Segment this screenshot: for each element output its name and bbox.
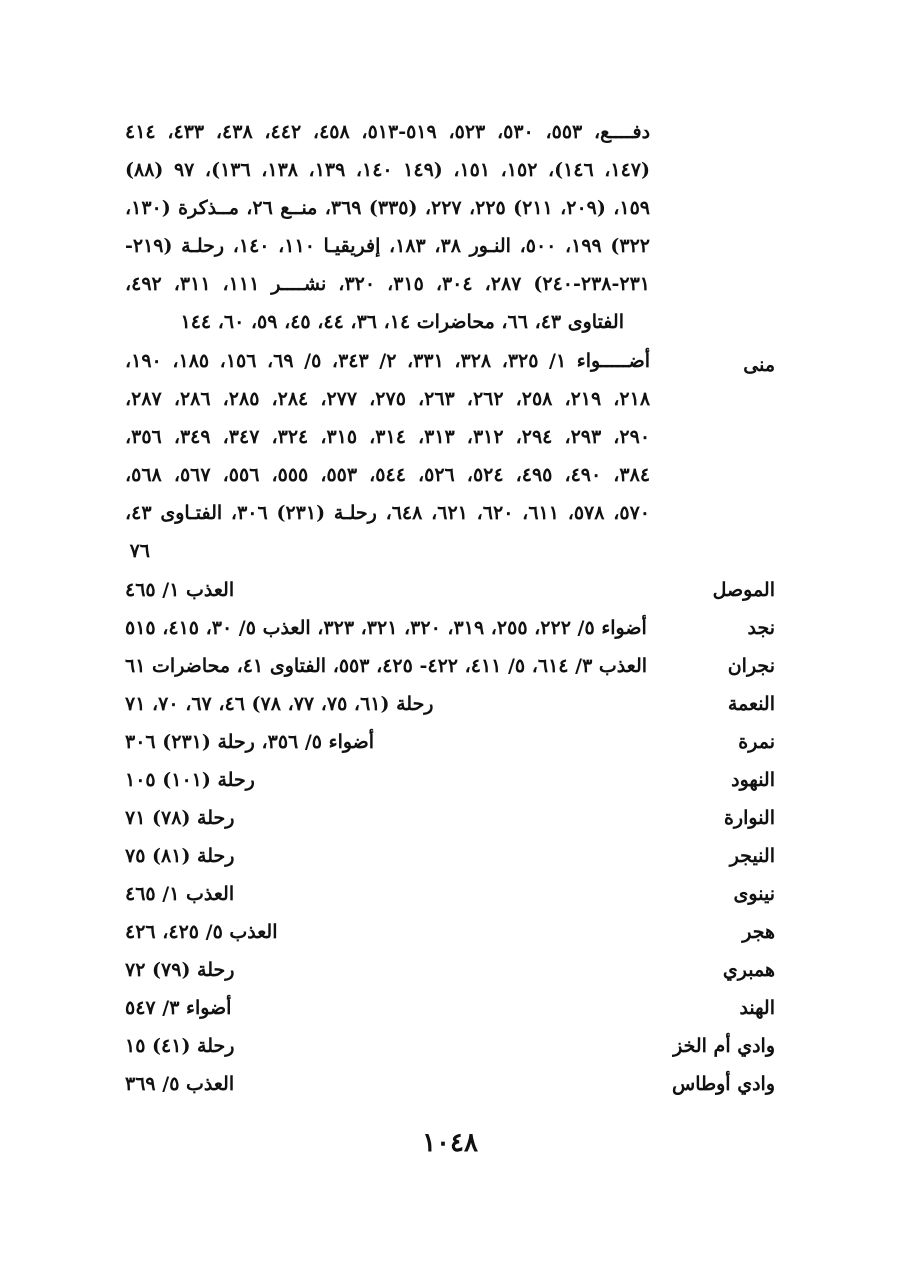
index-term: النهود	[731, 769, 775, 791]
index-refs: رحلة (٨١) ٧٥	[125, 845, 235, 867]
index-refs: رحلة (٧٨) ٧١	[125, 807, 235, 829]
index-refs: العذب ٥/ ٣٦٩	[125, 1073, 235, 1095]
muna-ref-line: ٢٩٠، ٢٩٣، ٢٩٤، ٣١٢، ٣١٣، ٣١٤، ٣١٥، ٣٢٤، ٣٤٧، ٣٤٩، ٣٥٦،	[125, 426, 651, 448]
index-term: نمرة	[738, 731, 775, 753]
index-term: نجران	[727, 655, 775, 677]
index-refs: العذب ٣/ ٦١٤، ٥/ ٤١١، ٤٢٢- ٤٢٥، ٥٥٣، الفتاوى ٤١، محاضرات ٦١	[125, 655, 648, 677]
continuation-line: ١٥٩، (٢٠٩، ٢١١) ٢٢٥، ٢٢٧، (٣٣٥) ٣٦٩، منــع ٢٦، مــذكرة (١٣٠،	[125, 197, 651, 219]
muna-ref-line: ٢١٨، ٢١٩، ٢٥٨، ٢٦٢، ٢٦٣، ٢٧٥، ٢٧٧، ٢٨٤، ٢٨٥، ٢٨٦، ٢٨٧،	[125, 388, 651, 410]
continuation-line: دفــــع، ٥٥٣، ٥٣٠، ٥٢٣، ٥١٩-٥١٣، ٤٥٨، ٤٤٢، ٤٣٨، ٤٣٣، ٤١٤	[125, 121, 651, 143]
index-refs: رحلة (٧٩) ٧٢	[125, 959, 235, 981]
muna-ref-line: أضـــــواء ١/ ٣٢٥، ٣٢٨، ٣٣١، ٢/ ٣٤٣، ٥/ ٦٩، ١٥٦، ١٨٥، ١٩٠،	[125, 350, 651, 372]
continuation-line: ٣٢٢) ١٩٩، ٥٠٠، النـور ٣٨، ١٨٣، إفريقيـا ١١٠، ١٤٠، رحلـة (٢١٩-	[125, 235, 651, 257]
muna-ref-line: ٥٧٠، ٥٧٨، ٦١١، ٦٢٠، ٦٢١، ٦٤٨، رحلـة (٢٣١) ٣٠٦، الفتـاوى ٤٣،	[125, 502, 650, 524]
index-term: الهند	[739, 997, 775, 1019]
continuation-line: الفتاوى ٤٣، ٦٦، محاضرات ١٤، ٣٦، ٤٤، ٤٥، ٥٩، ٦٠، ١٤٤	[180, 311, 624, 333]
index-refs: العذب ١/ ٤٦٥	[125, 883, 235, 905]
index-term: النيجر	[729, 845, 775, 867]
index-term: همبري	[722, 959, 775, 981]
muna-ref-line: ٧٦	[129, 540, 150, 562]
index-refs: أضواء ٥/ ٣٥٦، رحلة (٢٣١) ٣٠٦	[125, 731, 375, 753]
continuation-line: ٢٣١-٢٣٨-٢٤٠) ٢٨٧، ٣٠٤، ٣١٥، ٣٢٠، نشــــر ١١١، ٣١١، ٤٩٢،	[125, 273, 651, 295]
index-term: الموصل	[712, 579, 775, 601]
index-refs: رحلة (٦١، ٧٥، ٧٧، ٧٨) ٤٦، ٦٧، ٧٠، ٧١	[125, 693, 434, 715]
continuation-line: (١٤٧، ١٤٦)، ١٥٢، ١٥١، (١٤٩ ١٤٠، ١٣٩، ١٣٨، ١٣٦)، ٩٧ (٨٨)	[125, 159, 651, 181]
index-term-muna: منى	[743, 354, 775, 376]
index-term: النوارة	[723, 807, 775, 829]
index-term: نجد	[747, 617, 775, 639]
index-refs: أضواء ٣/ ٥٤٧	[125, 997, 232, 1019]
page-number: ١٠٤٨	[422, 1128, 478, 1158]
index-refs: رحلة (١٠١) ١٠٥	[125, 769, 255, 791]
muna-ref-line: ٣٨٤، ٤٩٠، ٤٩٥، ٥٢٤، ٥٢٦، ٥٤٤، ٥٥٣، ٥٥٥، ٥٥٦، ٥٦٧، ٥٦٨،	[125, 464, 651, 486]
index-refs: العذب ١/ ٤٦٥	[125, 579, 235, 601]
index-refs: أضواء ٥/ ٢٢٢، ٢٥٥، ٣١٩، ٣٢٠، ٣٢١، ٣٢٣، العذب ٥/ ٣٠، ٤١٥، ٥١٥	[125, 617, 647, 639]
index-refs: رحلة (٤١) ١٥	[125, 1035, 235, 1057]
index-term: وادي أوطاس	[672, 1073, 775, 1095]
index-term: وادي أم الخز	[673, 1035, 775, 1057]
index-term: هجر	[742, 921, 775, 943]
index-refs: العذب ٥/ ٤٢٥، ٤٢٦	[125, 921, 278, 943]
index-term: نينوى	[733, 883, 775, 905]
index-term: النعمة	[727, 693, 775, 715]
